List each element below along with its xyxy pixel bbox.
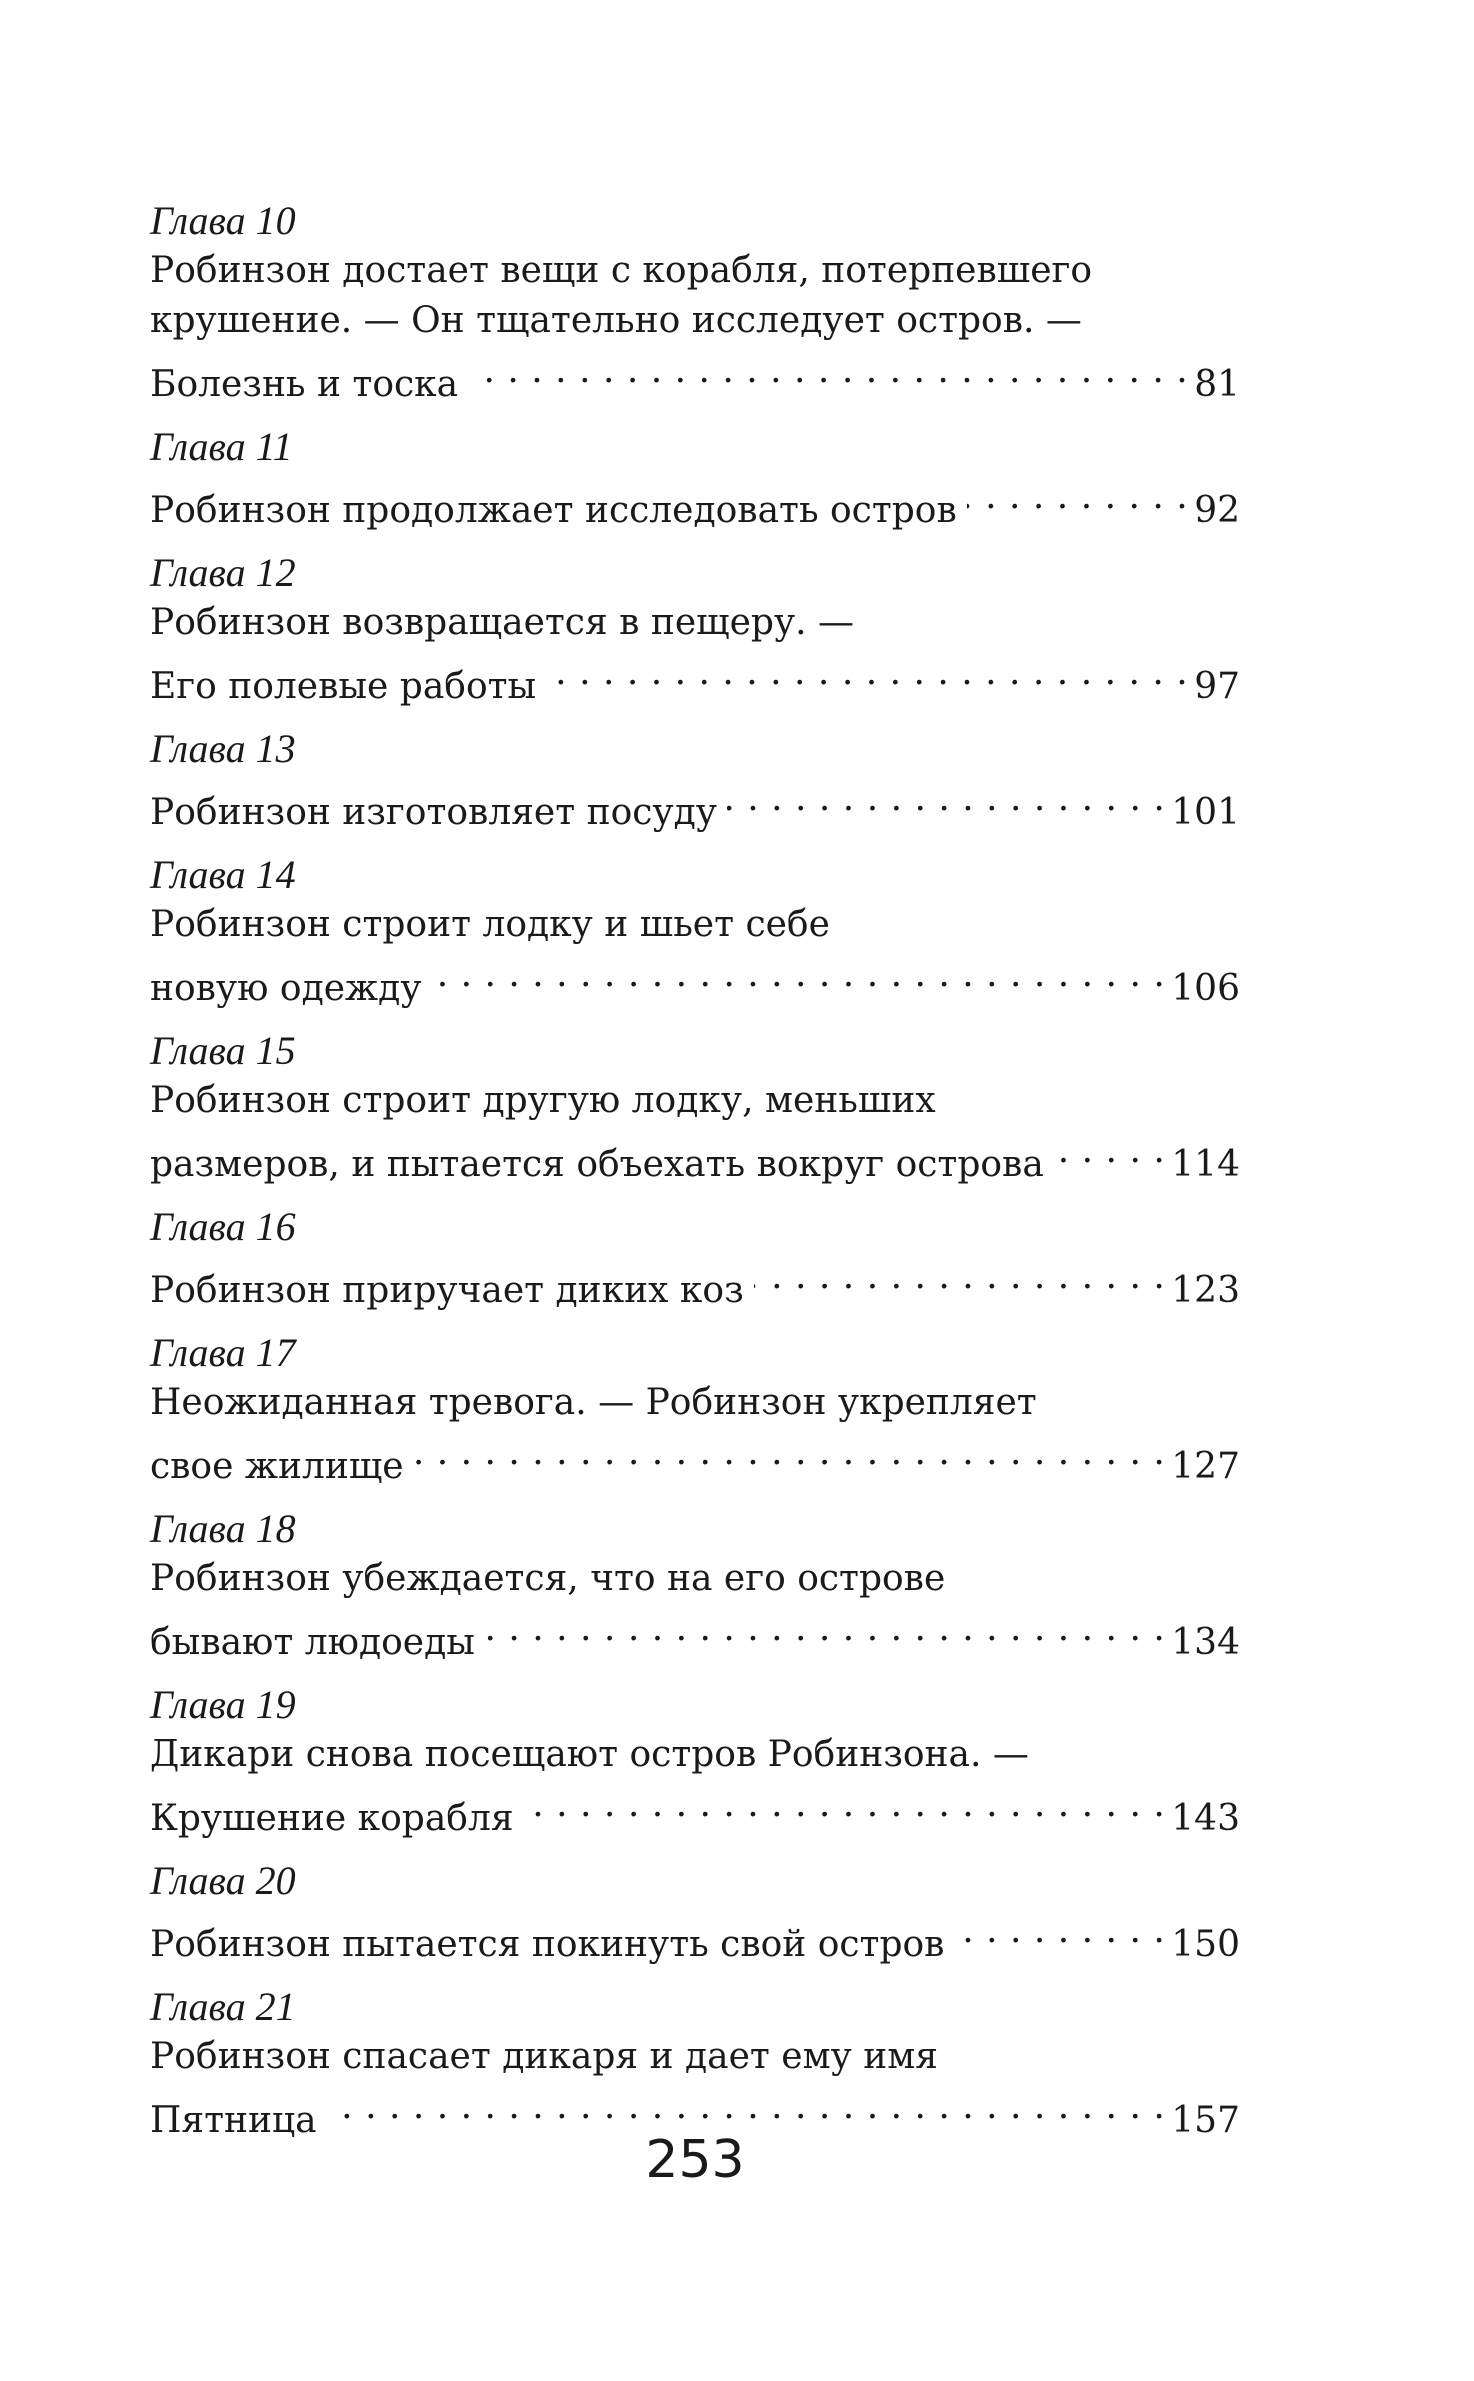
page-number: 81	[1194, 364, 1240, 405]
toc-entry-last-line	[150, 1126, 1240, 1185]
chapter-heading: Глава 20	[150, 1858, 296, 1903]
page-number: 97	[1194, 666, 1240, 707]
page-number: 123	[1171, 1270, 1240, 1311]
dot-leader	[327, 2082, 1166, 2132]
chapter-heading: Глава 16	[150, 1204, 296, 1249]
toc-entry-last-line	[150, 950, 1240, 1009]
chapter-heading: Глава 17	[150, 1330, 296, 1375]
dot-leader	[468, 346, 1188, 396]
dot-leader	[414, 1428, 1166, 1478]
chapter-title-line: Робинзон пытается покинуть свой остров	[150, 1924, 945, 1965]
toc-entry-chapter-18	[150, 1504, 1240, 1663]
dot-leader	[546, 648, 1188, 698]
toc-entry-chapter-13	[150, 724, 1240, 833]
toc-entry-last-line	[150, 472, 1240, 531]
page-number: 157	[1171, 2100, 1240, 2141]
chapter-title-line: Робинзон приручает диких коз	[150, 1270, 744, 1311]
chapter-heading: Глава 15	[150, 1028, 296, 1073]
folio-page-number: 253	[645, 2130, 745, 2190]
page-number: 143	[1171, 1798, 1240, 1839]
toc-entry-chapter-14	[150, 850, 1240, 1009]
toc-entry-last-line	[150, 774, 1240, 833]
chapter-title-line: Дикари снова посещают остров Робинзона. —	[150, 1734, 1029, 1775]
dot-leader	[485, 1604, 1165, 1654]
page-number: 127	[1171, 1446, 1240, 1487]
chapter-heading: Глава 10	[150, 198, 296, 243]
chapter-title-line: размеров, и пытается объехать вокруг острова	[150, 1144, 1044, 1185]
dot-leader	[954, 1906, 1165, 1956]
toc-entry-chapter-12	[150, 548, 1240, 707]
chapter-title-line: Робинзон возвращается в пещеру. —	[150, 602, 855, 643]
chapter-title-line: Болезнь и тоска	[150, 364, 459, 405]
chapter-heading: Глава 19	[150, 1682, 296, 1727]
chapter-title-line: Неожиданная тревога. — Робинзон укрепляет	[150, 1382, 1037, 1423]
chapter-title-line: Робинзон строит лодку и шьет себе	[150, 904, 830, 945]
page-number: 150	[1171, 1924, 1240, 1965]
chapter-heading: Глава 18	[150, 1506, 296, 1551]
toc-entry-chapter-15	[150, 1026, 1240, 1185]
chapter-title-line: Робинзон изготовляет посуду	[150, 792, 717, 833]
chapter-title-line: Его полевые работы	[150, 666, 537, 707]
toc-entry-last-line	[150, 1428, 1240, 1487]
chapter-title-line: Робинзон убеждается, что на его острове	[150, 1558, 946, 1599]
chapter-title-line: Робинзон достает вещи с корабля, потерпевшего	[150, 250, 1093, 291]
toc-entry-last-line	[150, 2082, 1240, 2141]
toc-entry-last-line	[150, 1780, 1240, 1839]
chapter-heading: Глава 12	[150, 550, 296, 595]
page-number: 114	[1171, 1144, 1240, 1185]
dot-leader	[432, 950, 1166, 1000]
toc-entry-last-line	[150, 1604, 1240, 1663]
dot-leader	[754, 1252, 1166, 1302]
page-number: 92	[1194, 490, 1240, 531]
page-number: 106	[1171, 968, 1240, 1009]
chapter-title-line: Робинзон спасает дикаря и дает ему имя	[150, 2036, 938, 2077]
page-number: 101	[1171, 792, 1240, 833]
dot-leader	[1054, 1126, 1166, 1176]
toc-entry-last-line	[150, 1252, 1240, 1311]
chapter-title-line: крушение. — Он тщательно исследует остров. —	[150, 300, 1082, 341]
toc-entry-chapter-20	[150, 1856, 1240, 1965]
toc-entry-chapter-17	[150, 1328, 1240, 1487]
toc-entry-chapter-16	[150, 1202, 1240, 1311]
table-of-contents	[150, 196, 1240, 2158]
toc-entry-last-line	[150, 648, 1240, 707]
toc-entry-chapter-11	[150, 422, 1240, 531]
dot-leader	[524, 1780, 1166, 1830]
chapter-heading: Глава 11	[150, 424, 293, 469]
chapter-title-line: Робинзон строит другую лодку, меньших	[150, 1080, 936, 1121]
toc-entry-last-line	[150, 346, 1240, 405]
chapter-heading: Глава 14	[150, 852, 296, 897]
dot-leader	[727, 774, 1165, 824]
toc-entry-chapter-19	[150, 1680, 1240, 1839]
chapter-heading: Глава 13	[150, 726, 296, 771]
chapter-title-line: новую одежду	[150, 968, 422, 1009]
chapter-title-line: Крушение корабля	[150, 1798, 514, 1839]
chapter-title-line: Пятница	[150, 2100, 317, 2141]
toc-entry-last-line	[150, 1906, 1240, 1965]
page-number: 134	[1171, 1622, 1240, 1663]
dot-leader	[967, 472, 1188, 522]
chapter-title-line: бывают людоеды	[150, 1622, 475, 1663]
chapter-title-line: Робинзон продолжает исследовать остров	[150, 490, 957, 531]
chapter-heading: Глава 21	[150, 1984, 296, 2029]
chapter-title-line: свое жилище	[150, 1446, 404, 1487]
toc-entry-chapter-10	[150, 196, 1240, 405]
toc-entry-chapter-21	[150, 1982, 1240, 2141]
